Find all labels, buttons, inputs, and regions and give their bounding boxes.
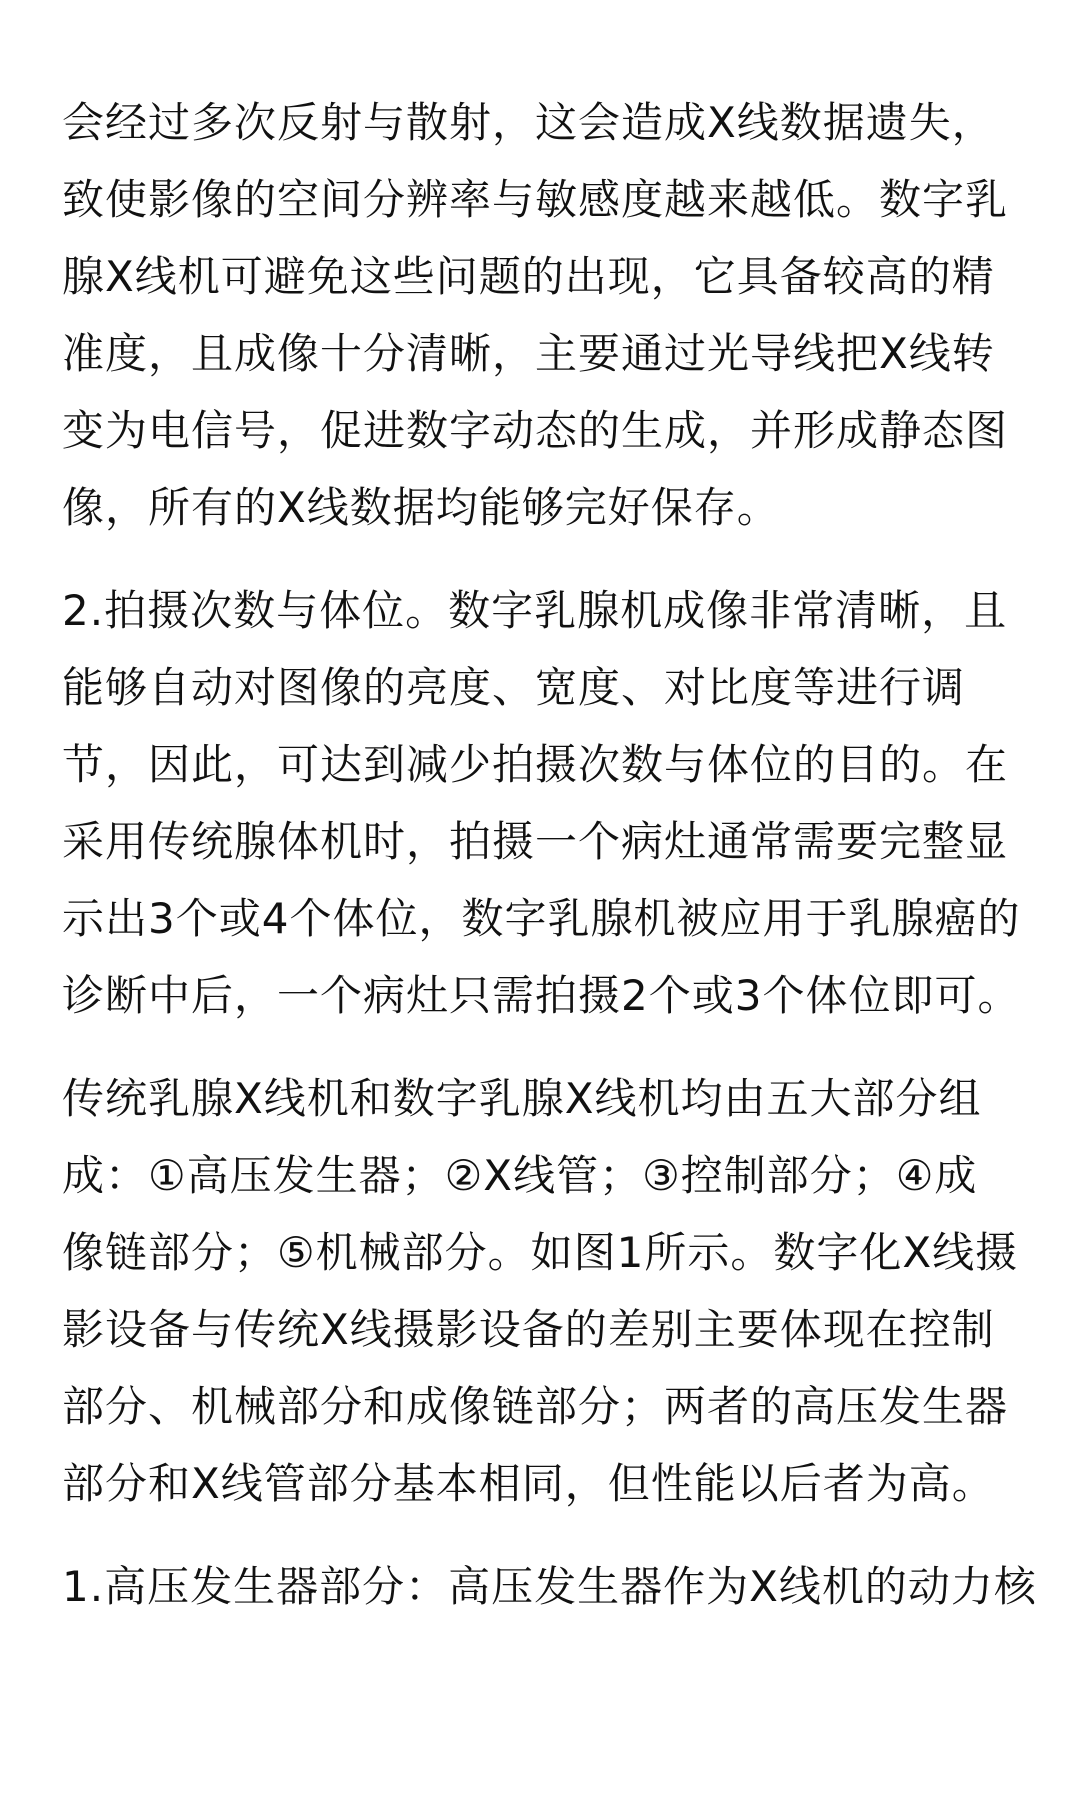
paragraph-high-voltage-generator bbox=[62, 1548, 1037, 1625]
text-line: 影设备与传统X线摄影设备的差别主要体现在控制 bbox=[62, 1305, 995, 1354]
text-line: 变为电信号，促进数字动态的生成，并形成静态图 bbox=[62, 406, 1009, 455]
text-line: 致使影像的空间分辨率与敏感度越来越低。数字乳 bbox=[62, 175, 1009, 224]
text-line: 像，所有的X线数据均能够完好保存。 bbox=[62, 483, 780, 532]
text-line: 传统乳腺X线机和数字乳腺X线机均由五大部分组 bbox=[62, 1074, 982, 1123]
paragraph-shooting-count-position bbox=[62, 572, 1022, 1034]
text-line: 像链部分；⑤机械部分。如图1所示。数字化X线摄 bbox=[62, 1228, 1019, 1277]
text-line: 诊断中后，一个病灶只需拍摄2个或3个体位即可。 bbox=[62, 971, 1021, 1020]
text-line: 节，因此，可达到减少拍摄次数与体位的目的。在 bbox=[62, 740, 1009, 789]
text-line: 准度，且成像十分清晰，主要通过光导线把X线转 bbox=[62, 329, 995, 378]
text-line: 会经过多次反射与散射，这会造成X线数据遗失， bbox=[62, 98, 995, 147]
text-line: 示出3个或4个体位，数字乳腺机被应用于乳腺癌的 bbox=[62, 894, 1021, 943]
text-line: 2.拍摄次数与体位。数字乳腺机成像非常清晰，且 bbox=[62, 586, 1008, 635]
paragraph-x-ray-data-loss bbox=[62, 84, 1022, 546]
text-line: 能够自动对图像的亮度、宽度、对比度等进行调 bbox=[62, 663, 966, 712]
text-line: 1.高压发生器部分：高压发生器作为X线机的动力核 bbox=[62, 1562, 1037, 1611]
text-line: 采用传统腺体机时，拍摄一个病灶通常需要完整显 bbox=[62, 817, 1009, 866]
text-line: 成：①高压发生器；②X线管；③控制部分；④成 bbox=[62, 1151, 978, 1200]
text-line: 腺X线机可避免这些问题的出现，它具备较高的精 bbox=[62, 252, 995, 301]
paragraph-machine-components bbox=[62, 1060, 1022, 1522]
article-body bbox=[62, 84, 1037, 1651]
text-line: 部分、机械部分和成像链部分；两者的高压发生器 bbox=[62, 1382, 1009, 1431]
text-line: 部分和X线管部分基本相同，但性能以后者为高。 bbox=[62, 1459, 995, 1508]
